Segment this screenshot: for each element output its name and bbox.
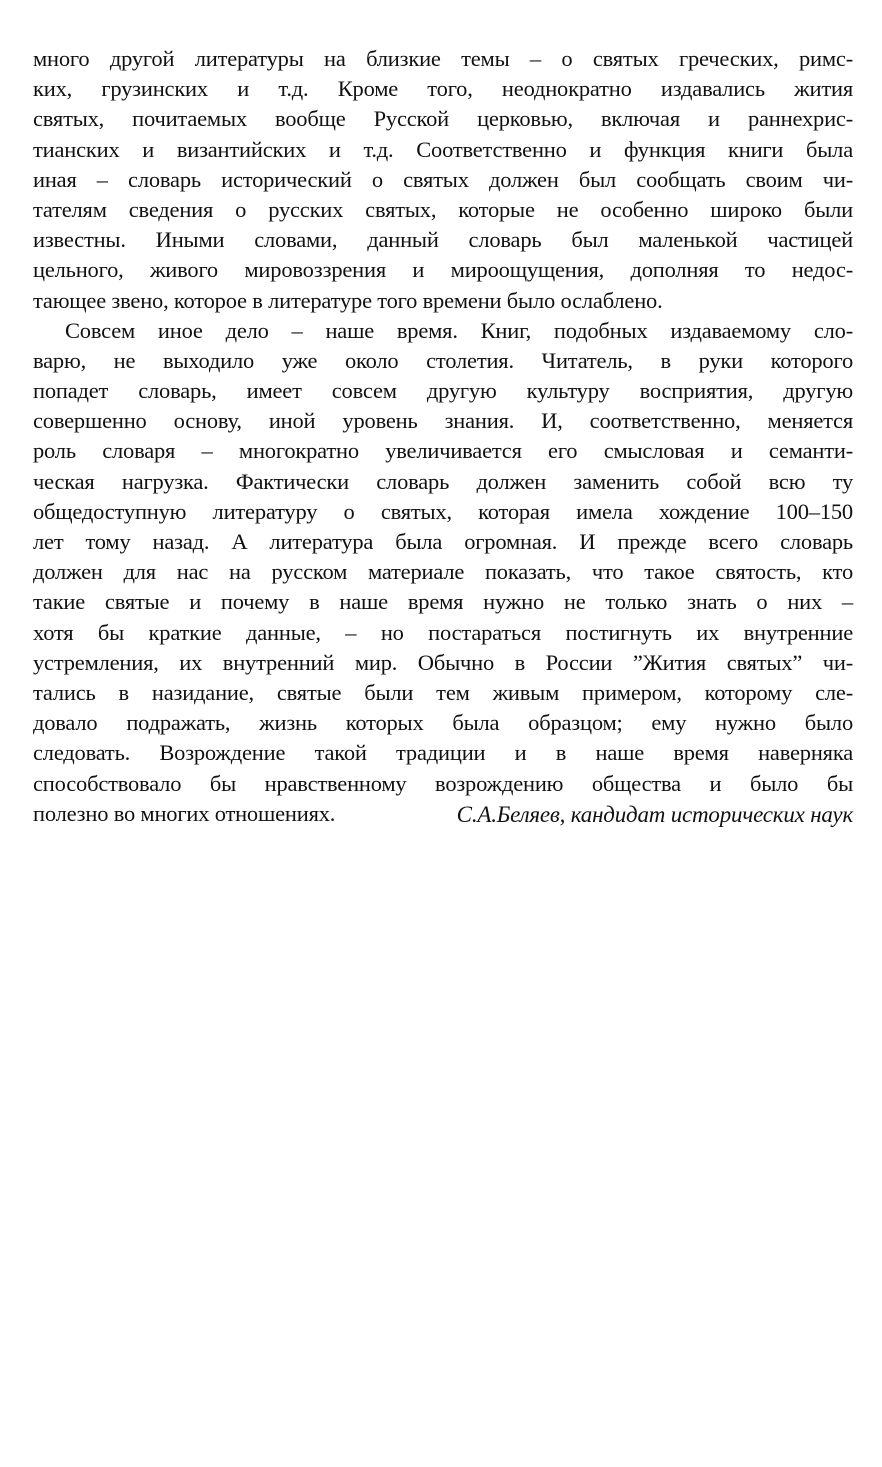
text-line: способствовало бы нравственному возрождению общества и было бы bbox=[33, 770, 853, 796]
text-line: должен для нас на русском материале показать, что такое святость, кто bbox=[33, 559, 853, 585]
text-line: ких, грузинских и т.д. Кроме того, неоднократно издавались жития bbox=[33, 76, 853, 102]
text-line: тателям сведения о русских святых, которые не особенно широко были bbox=[33, 196, 853, 222]
document-page bbox=[33, 44, 853, 829]
text-line: довало подражать, жизнь которых была образцом; ему нужно было bbox=[33, 710, 853, 736]
text-line: святых, почитаемых вообще Русской церковью, включая и раннехрис- bbox=[33, 106, 853, 132]
text-line: хотя бы краткие данные, – но постараться постигнуть их внутренние bbox=[33, 619, 853, 645]
text-line: известны. Иными словами, данный словарь был маленькой частицей bbox=[33, 227, 853, 253]
text-line: тающее звено, которое в литературе того времени было ослаблено. bbox=[33, 287, 663, 313]
text-line: роль словаря – многократно увеличивается его смысловая и семанти- bbox=[33, 438, 853, 464]
text-line: Совсем иное дело – наше время. Книг, подобных издаваемому сло- bbox=[65, 317, 853, 343]
text-line: цельного, живого мировоззрения и мироощущения, дополняя то недос- bbox=[33, 257, 853, 283]
text-line: полезно во многих отношениях. bbox=[33, 800, 336, 826]
text-line: общедоступную литературу о святых, которая имела хождение 100–150 bbox=[33, 498, 853, 524]
paragraph-1 bbox=[33, 44, 853, 316]
text-line: попадет словарь, имеет совсем другую культуру восприятия, другую bbox=[33, 378, 853, 404]
text-line: совершенно основу, иной уровень знания. И, соответственно, меняется bbox=[33, 408, 853, 434]
text-line: ческая нагрузка. Фактически словарь должен заменить собой всю ту bbox=[33, 468, 853, 494]
paragraph-2 bbox=[33, 316, 853, 829]
text-line: много другой литературы на близкие темы – о святых греческих, римс- bbox=[33, 46, 853, 71]
text-line: тианских и византийских и т.д. Соответственно и функция книги была bbox=[33, 136, 853, 162]
text-line: варю, не выходило уже около столетия. Читатель, в руки которого bbox=[33, 347, 853, 373]
author-signature: С.А.Беляев, кандидат исторических наук bbox=[456, 802, 853, 827]
text-line: устремления, их внутренний мир. Обычно в России ”Жития святых” чи- bbox=[33, 649, 853, 675]
text-line: следовать. Возрождение такой традиции и в наше время наверняка bbox=[33, 740, 853, 766]
text-line: такие святые и почему в наше время нужно не только знать о них – bbox=[33, 589, 853, 615]
text-line: иная – словарь исторический о святых должен был сообщать своим чи- bbox=[33, 166, 853, 192]
text-line: тались в назидание, святые были тем живым примером, которому сле- bbox=[33, 679, 853, 705]
text-line: лет тому назад. А литература была огромная. И прежде всего словарь bbox=[33, 529, 853, 554]
